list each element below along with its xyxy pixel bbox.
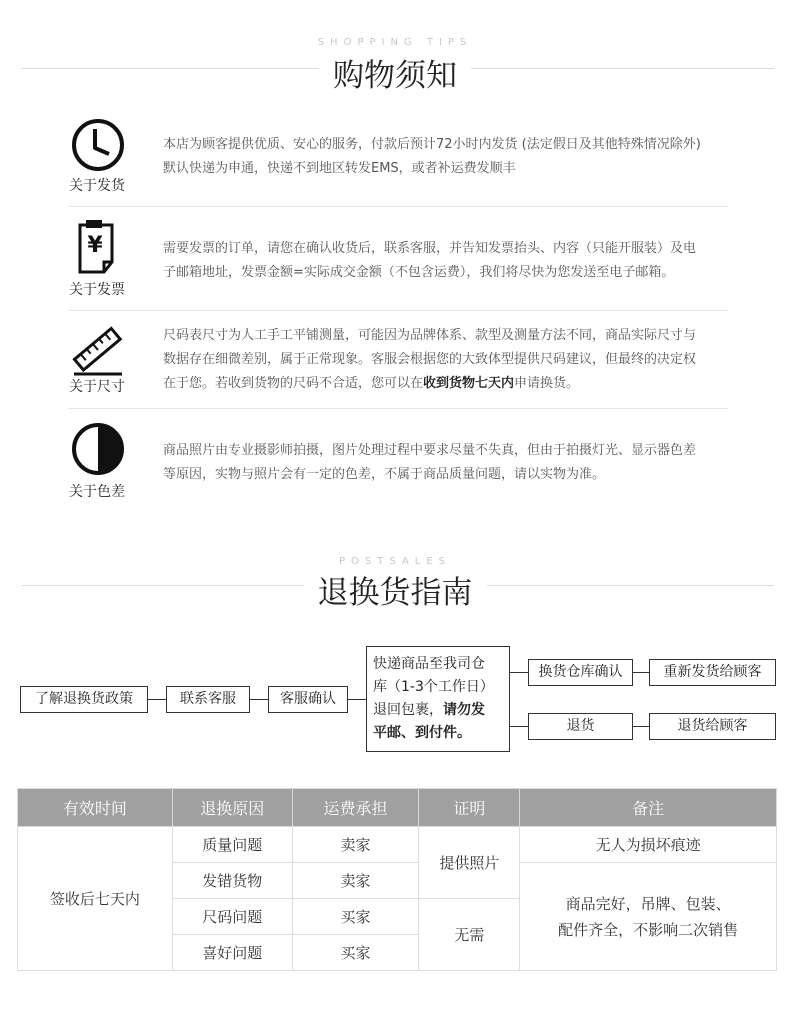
clock-icon: [68, 116, 128, 174]
flow-connector: [510, 726, 528, 727]
valid-time-cell: 签收后七天内: [18, 827, 173, 971]
table-header: 运费承担: [292, 789, 419, 827]
flow-connector: [148, 699, 166, 700]
table-header: 备注: [520, 789, 777, 827]
tip-divider: [68, 408, 728, 409]
flow-branch-return: 退货: [528, 713, 633, 740]
shopping-tips-title: 购物须知: [0, 50, 790, 95]
table-header-row: [18, 789, 777, 827]
tip-divider: [68, 310, 728, 311]
postsales-en-title: POSTSALES: [339, 556, 451, 567]
svg-text:¥: ¥: [87, 233, 103, 258]
color-contrast-icon: [68, 420, 128, 478]
proof-cell: 无需: [419, 899, 520, 971]
postsales-title: 退换货指南: [0, 567, 790, 612]
proof-cell: 提供照片: [419, 827, 520, 899]
ruler-icon: [68, 322, 128, 380]
shopping-tips-en-title: SHOPPING TIPS: [317, 37, 473, 48]
flow-branch-exchange: 换货仓库确认: [528, 659, 633, 686]
flow-step-contact: 联系客服: [166, 686, 250, 713]
tip-label-size: 关于尺寸: [69, 379, 125, 395]
note-cell: 无人为损坏痕迹: [520, 827, 777, 863]
reason-cell: 喜好问题: [172, 935, 292, 971]
table-header: 证明: [419, 789, 520, 827]
reason-cell: 尺码问题: [172, 899, 292, 935]
tip-text-color: 商品照片由专业摄影师拍摄，图片处理过程中要求尽量不失真，但由于拍摄灯光、显示器色差 等原因，实物与照片会有一定的色差，不属于商品质量问题，请以实物为准。: [163, 443, 697, 482]
tip-text-size: 尺码表尺寸为人工手工平铺测量，可能因为品牌体系、款型及测量方法不同，商品实际尺寸与 数据存在细微差别，属于正常现象。客服会根据您的大致体型提供尺码建议，但最终的决定权 在于您。若收到货物的尺码不合适，您可以在收到货物七天内申请换货。: [163, 328, 697, 391]
invoice-icon: [68, 218, 128, 276]
table-row: [18, 827, 777, 863]
freight-cell: 买家: [292, 899, 419, 935]
flow-step-ship-back: 快递商品至我司仓 库（1-3个工作日） 退回包裹，请勿发 平邮、到付件。: [366, 646, 510, 752]
flow-connector: [633, 672, 649, 673]
table-header: 有效时间: [18, 789, 173, 827]
flow-connector: [510, 672, 528, 673]
table-header: 退换原因: [172, 789, 292, 827]
flow-connector: [348, 699, 366, 700]
reason-cell: 质量问题: [172, 827, 292, 863]
note-cell: 商品完好，吊牌、包装、 配件齐全，不影响二次销售: [520, 863, 777, 971]
freight-cell: 买家: [292, 935, 419, 971]
freight-cell: 卖家: [292, 863, 419, 899]
tip-divider: [68, 206, 728, 207]
flow-branch-refund: 退货给顾客: [649, 713, 776, 740]
flow-connector: [250, 699, 268, 700]
return-policy-table: [17, 788, 777, 971]
flow-step-policy: 了解退换货政策: [20, 686, 148, 713]
tip-label-invoice: 关于发票: [69, 282, 125, 298]
tip-text-shipping: 本店为顾客提供优质、安心的服务，付款后预计72小时内发货 (法定假日及其他特殊情况除外) 默认快递为申通，快递不到地区转发EMS，或者补运费发顺丰: [163, 137, 701, 176]
flow-step-confirm: 客服确认: [268, 686, 348, 713]
reason-cell: 发错货物: [172, 863, 292, 899]
tip-label-shipping: 关于发货: [69, 178, 125, 194]
tip-label-color: 关于色差: [69, 484, 125, 500]
freight-cell: 卖家: [292, 827, 419, 863]
flow-branch-reship: 重新发货给顾客: [649, 659, 776, 686]
flow-connector: [633, 726, 649, 727]
tip-text-invoice: 需要发票的订单，请您在确认收货后，联系客服，并告知发票抬头、内容（只能开服装）及电 子邮箱地址，发票金额=实际成交金额（不包含运费），我们将尽快为您发送至电子邮箱。: [163, 241, 697, 280]
